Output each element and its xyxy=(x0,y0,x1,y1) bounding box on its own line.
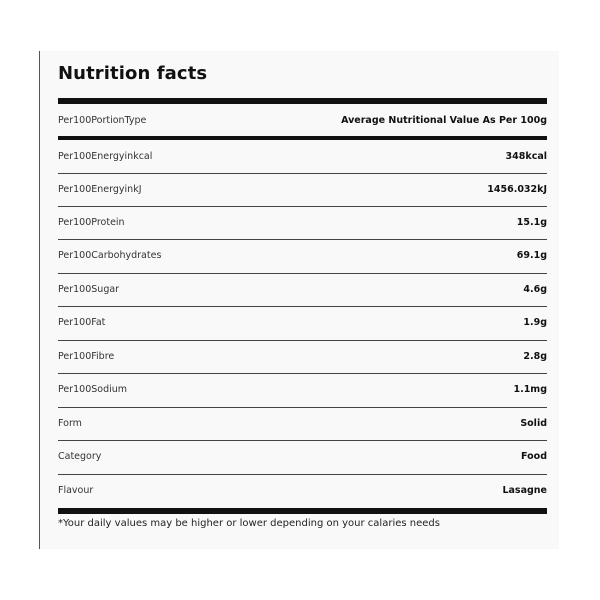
table-row-sodium xyxy=(58,373,547,406)
table-row-fibre xyxy=(58,340,547,373)
row-label: Per100Carbohydrates xyxy=(58,250,162,261)
row-label: Per100Fibre xyxy=(58,351,115,362)
row-value: 4.6g xyxy=(523,284,547,295)
row-value: 2.8g xyxy=(523,351,547,362)
table-row-energy-kj xyxy=(58,173,547,206)
header-divider xyxy=(58,136,547,140)
table-row-sugar xyxy=(58,273,547,306)
nutrition-facts-panel xyxy=(39,51,559,549)
row-value: 1456.032kJ xyxy=(487,184,547,195)
row-label: Flavour xyxy=(58,485,94,496)
row-label: Per100Energyinkcal xyxy=(58,151,153,162)
row-label: Per100Sugar xyxy=(58,284,120,295)
table-row-fat xyxy=(58,306,547,339)
header-row xyxy=(58,104,547,137)
row-value: 15.1g xyxy=(516,217,547,228)
row-value: 348kcal xyxy=(505,151,547,162)
row-value: 1.1mg xyxy=(513,384,547,395)
table-row-energy-kcal xyxy=(58,140,547,173)
row-value: Food xyxy=(521,451,547,462)
header-row-value: Average Nutritional Value As Per 100g xyxy=(341,115,547,126)
row-label: Per100Fat xyxy=(58,317,106,328)
row-value: 69.1g xyxy=(516,250,547,261)
table-row-flavour xyxy=(58,474,547,507)
table-row-category xyxy=(58,440,547,473)
row-label: Form xyxy=(58,418,82,429)
row-label: Per100EnergyinkJ xyxy=(58,184,142,195)
table-row-carbohydrates xyxy=(58,239,547,272)
row-label: Category xyxy=(58,451,102,462)
row-label: Per100Sodium xyxy=(58,384,128,395)
row-value: Solid xyxy=(520,418,547,429)
row-value: 1.9g xyxy=(523,317,547,328)
table-row-form xyxy=(58,407,547,440)
row-label: Per100Protein xyxy=(58,217,125,228)
daily-values-footnote: *Your daily values may be higher or lower depending on your calaries needs xyxy=(58,518,440,529)
header-row-label: Per100PortionType xyxy=(58,115,147,126)
row-value: Lasagne xyxy=(502,485,547,496)
bottom-thick-divider xyxy=(58,508,547,514)
table-row-protein xyxy=(58,206,547,239)
nutrition-facts-title: Nutrition facts xyxy=(58,63,208,84)
